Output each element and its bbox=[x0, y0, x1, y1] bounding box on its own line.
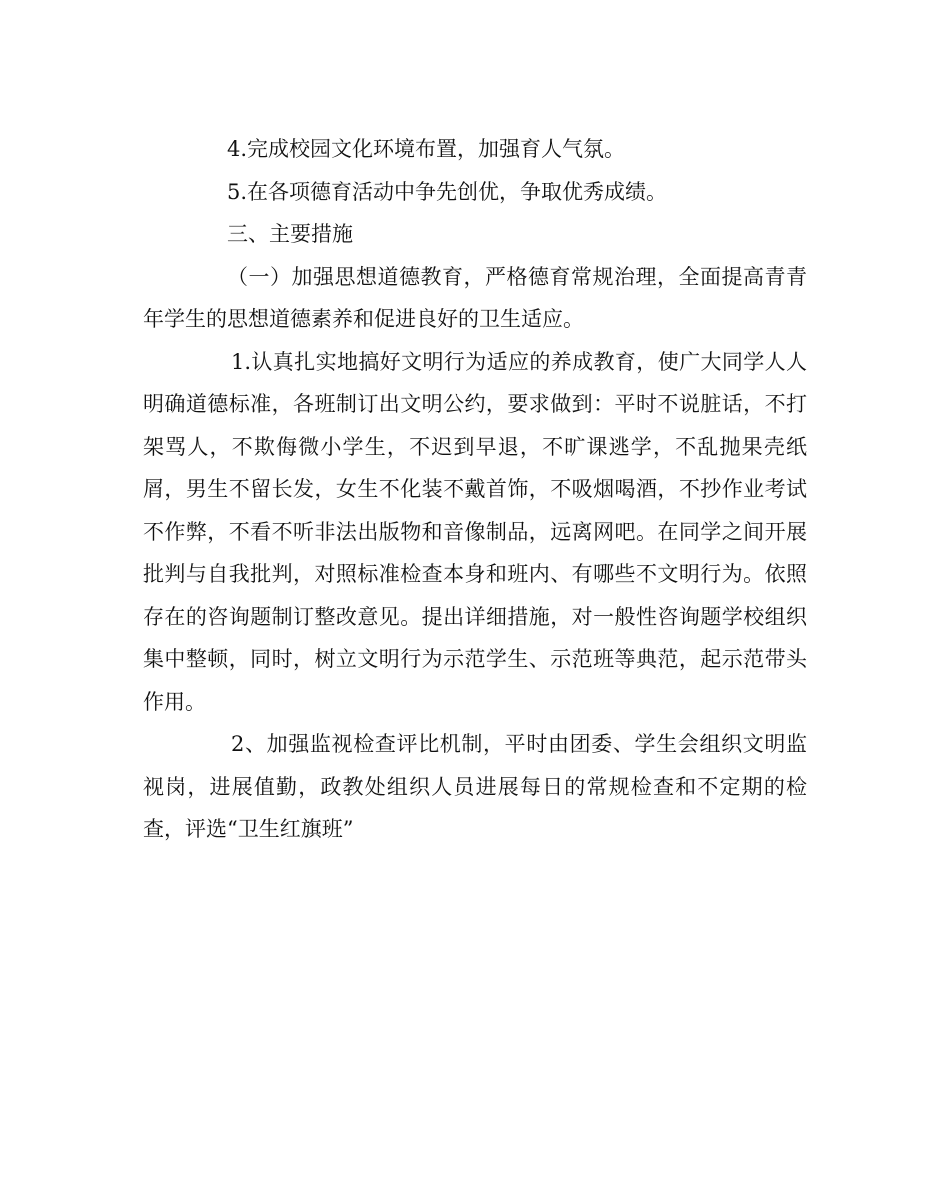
paragraph-measure-1: （一）加强思想道德教育，严格德育常规治理，全面提高青青年学生的思想道德素养和促进良好的卫生适应。 bbox=[143, 264, 807, 331]
paragraph-goal-4: 4.完成校园文化环境布置，加强育人气氛。 bbox=[227, 137, 626, 161]
document-body bbox=[143, 128, 807, 851]
paragraph-item-1: 1.认真扎实地搞好文明行为适应的养成教育，使广大同学人人明确道德标准，各班制订出文明公约，要求做到：平时不说脏话，不打架骂人，不欺侮微小学生，不迟到早退，不旷课逃学，不乱抛果壳纸屑，男生不留长发，女生不化装不戴首饰，不吸烟喝酒，不抄作业考试不作弊，不看不听非法出版物和音像制品，远离网吧。在同学之间开展批判与自我批判，对照标准检查本身和班内、有哪些不文明行为。依照存在的咨询题制订整改意见。提出详细措施，对一般性咨询题学校组织集中整顿，同时，树立文明行为示范学生、示范班等典范，起示范带头作用。 bbox=[143, 349, 807, 714]
section-heading-measures: 三、主要措施 bbox=[227, 222, 353, 246]
paragraph-item-2: 2、加强监视检查评比机制，平时由团委、学生会组织文明监视岗，进展值勤，政教处组织人员进展每日的常规检查和不定期的检查，评选“卫生红旗班” bbox=[143, 732, 807, 841]
paragraph-goal-5: 5.在各项德育活动中争先创优，争取优秀成绩。 bbox=[227, 179, 668, 204]
